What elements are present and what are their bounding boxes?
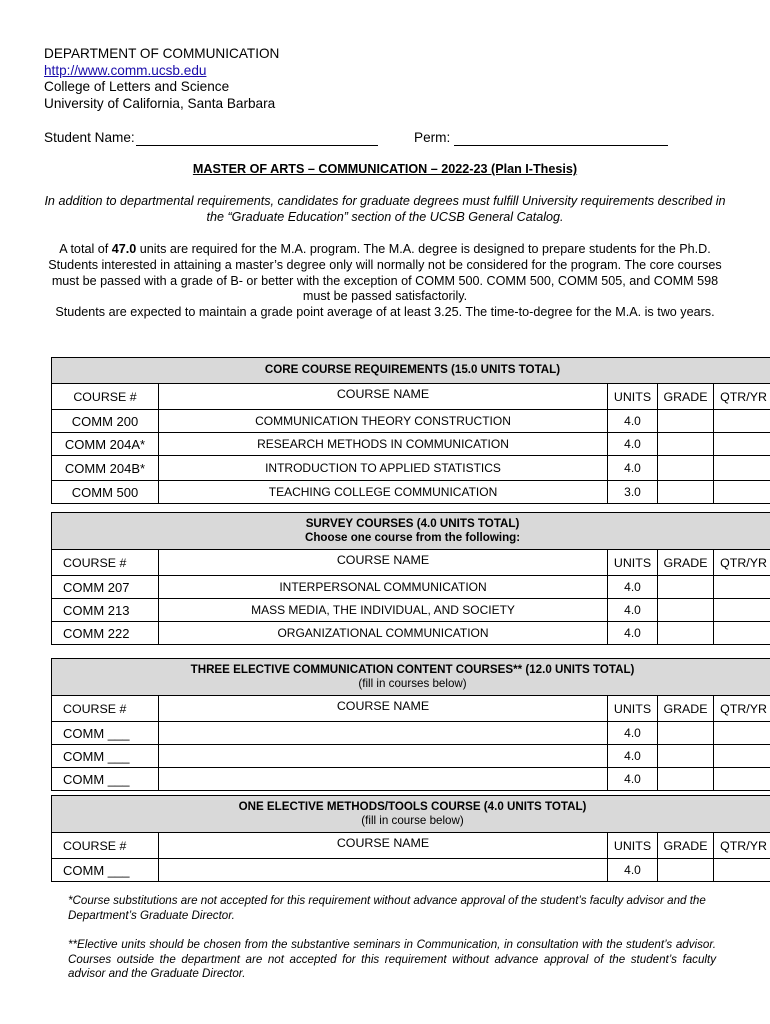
grade-cell[interactable] [658, 410, 714, 433]
column-units: UNITS [608, 696, 658, 722]
qtr-yr-cell[interactable] [714, 722, 770, 745]
grade-cell[interactable] [658, 456, 714, 481]
qtr-yr-cell[interactable] [714, 410, 770, 433]
grade-cell[interactable] [658, 859, 714, 882]
column-course-name: COURSE NAME [159, 696, 608, 722]
survey-heading-title: SURVEY COURSES (4.0 UNITS TOTAL) [305, 516, 520, 530]
electives-heading-subtitle: (fill in courses below) [358, 677, 467, 690]
column-grade: GRADE [658, 696, 714, 722]
table-row [52, 481, 770, 504]
student-name-field[interactable] [136, 145, 378, 146]
course-units: 4.0 [608, 859, 658, 882]
methods-heading [52, 796, 770, 833]
university-name: University of California, Santa Barbara [44, 95, 276, 111]
requirements-paragraph [40, 242, 730, 321]
course-number: COMM 207 [52, 576, 159, 599]
intro-paragraph: In addition to departmental requirements, candidates for graduate degrees must fulfill University requirements described in the “Graduate Education” section of the UCSB General Catalog. [44, 194, 726, 224]
gpa-paragraph: Students are expected to maintain a grade point average of at least 3.25. The time-to-degree for the M.A. is two years. [55, 305, 715, 320]
course-units: 4.0 [608, 456, 658, 481]
course-units: 4.0 [608, 410, 658, 433]
table-row [52, 745, 770, 768]
course-number: COMM ___ [52, 722, 159, 745]
course-number: COMM ___ [52, 745, 159, 768]
course-name: ORGANIZATIONAL COMMUNICATION [159, 622, 608, 645]
units-text-after: units are required for the M.A. program. The M.A. degree is designed to prepare students for the Ph.D. Students interested in attaining a master’s degree only will normally not be considered for the program. The core courses must be passed with a grade of B- or better with the exception of COMM 500. COMM 500, COMM 505, and COMM 598 must be passed satisfactorily. [48, 242, 722, 304]
course-name-field[interactable] [159, 722, 608, 745]
column-course-number: COURSE # [52, 833, 159, 859]
column-qtr-yr: QTR/YR [714, 550, 770, 576]
course-units: 4.0 [608, 722, 658, 745]
column-course-number: COURSE # [52, 696, 159, 722]
course-name: INTRODUCTION TO APPLIED STATISTICS [159, 456, 608, 481]
course-name: COMMUNICATION THEORY CONSTRUCTION [159, 410, 608, 433]
column-course-number: COURSE # [52, 550, 159, 576]
qtr-yr-cell[interactable] [714, 481, 770, 504]
survey-heading [52, 513, 770, 550]
table-row [52, 576, 770, 599]
document-title: MASTER OF ARTS – COMMUNICATION – 2022-23 (Plan I-Thesis) [192, 162, 578, 176]
column-units: UNITS [608, 384, 658, 410]
grade-cell[interactable] [658, 722, 714, 745]
course-name: RESEARCH METHODS IN COMMUNICATION [159, 433, 608, 456]
qtr-yr-cell[interactable] [714, 745, 770, 768]
table-row [52, 456, 770, 481]
course-name: INTERPERSONAL COMMUNICATION [159, 576, 608, 599]
qtr-yr-cell[interactable] [714, 433, 770, 456]
course-number: COMM 213 [52, 599, 159, 622]
electives-heading-title: THREE ELECTIVE COMMUNICATION CONTENT COURSES** (12.0 UNITS TOTAL) [190, 662, 635, 676]
table-row [52, 722, 770, 745]
column-qtr-yr: QTR/YR [714, 833, 770, 859]
course-name-field[interactable] [159, 745, 608, 768]
course-units: 4.0 [608, 576, 658, 599]
column-grade: GRADE [658, 550, 714, 576]
student-name-label: Student Name: [44, 130, 135, 145]
core-course-table [51, 357, 770, 504]
column-course-name: COURSE NAME [159, 550, 608, 576]
course-name-field[interactable] [159, 859, 608, 882]
qtr-yr-cell[interactable] [714, 576, 770, 599]
course-number: COMM ___ [52, 768, 159, 791]
core-heading: CORE COURSE REQUIREMENTS (15.0 UNITS TOTAL) [52, 358, 770, 384]
grade-cell[interactable] [658, 745, 714, 768]
column-course-name: COURSE NAME [159, 384, 608, 410]
course-number: COMM 204B* [52, 456, 159, 481]
table-row [52, 622, 770, 645]
grade-cell[interactable] [658, 599, 714, 622]
college-name: College of Letters and Science [44, 79, 230, 94]
course-units: 4.0 [608, 433, 658, 456]
perm-field[interactable] [454, 145, 668, 146]
course-name-field[interactable] [159, 768, 608, 791]
table-row [52, 410, 770, 433]
footnote-substitutions: *Course substitutions are not accepted for this requirement without advance approval of the student’s faculty advisor and the Department’s Graduate Director. [68, 894, 706, 922]
department-url-link[interactable]: http://www.comm.ucsb.edu [44, 62, 207, 78]
letterhead [44, 46, 279, 112]
table-row [52, 859, 770, 882]
column-course-number: COURSE # [52, 384, 159, 410]
perm-label: Perm: [414, 130, 451, 145]
grade-cell[interactable] [658, 622, 714, 645]
department-name: DEPARTMENT OF COMMUNICATION [44, 46, 280, 61]
qtr-yr-cell[interactable] [714, 768, 770, 791]
total-units: 47.0 [111, 242, 137, 256]
course-units: 4.0 [608, 768, 658, 791]
grade-cell[interactable] [658, 768, 714, 791]
qtr-yr-cell[interactable] [714, 599, 770, 622]
column-grade: GRADE [658, 384, 714, 410]
table-row [52, 768, 770, 791]
survey-heading-subtitle: Choose one course from the following: [304, 531, 521, 544]
course-units: 4.0 [608, 599, 658, 622]
course-number: COMM 200 [52, 410, 159, 433]
qtr-yr-cell[interactable] [714, 456, 770, 481]
course-units: 4.0 [608, 622, 658, 645]
survey-course-table [51, 512, 770, 645]
table-row [52, 599, 770, 622]
course-name: TEACHING COLLEGE COMMUNICATION [159, 481, 608, 504]
table-row [52, 433, 770, 456]
course-number: COMM 500 [52, 481, 159, 504]
grade-cell[interactable] [658, 433, 714, 456]
grade-cell[interactable] [658, 576, 714, 599]
column-grade: GRADE [658, 833, 714, 859]
methods-heading-subtitle: (fill in course below) [361, 814, 464, 827]
qtr-yr-cell[interactable] [714, 859, 770, 882]
course-number: COMM ___ [52, 859, 159, 882]
methods-course-table [51, 795, 770, 882]
course-number: COMM 222 [52, 622, 159, 645]
course-units: 4.0 [608, 745, 658, 768]
elective-content-table [51, 658, 770, 791]
course-units: 3.0 [608, 481, 658, 504]
column-qtr-yr: QTR/YR [714, 696, 770, 722]
column-qtr-yr: QTR/YR [714, 384, 770, 410]
qtr-yr-cell[interactable] [714, 622, 770, 645]
course-name: MASS MEDIA, THE INDIVIDUAL, AND SOCIETY [159, 599, 608, 622]
student-info-row [44, 130, 744, 148]
methods-heading-title: ONE ELECTIVE METHODS/TOOLS COURSE (4.0 UNITS TOTAL) [238, 799, 587, 813]
column-units: UNITS [608, 550, 658, 576]
course-number: COMM 204A* [52, 433, 159, 456]
grade-cell[interactable] [658, 481, 714, 504]
footnote-electives: **Elective units should be chosen from the substantive seminars in Communication, in consultation with the student’s advisor. Courses outside the department are not accepted for this requirement without advance approval of the student’s faculty advisor and the Graduate Director. [68, 938, 716, 980]
units-text-before: A total of [59, 242, 112, 256]
column-course-name: COURSE NAME [159, 833, 608, 859]
electives-heading [52, 659, 770, 696]
column-units: UNITS [608, 833, 658, 859]
